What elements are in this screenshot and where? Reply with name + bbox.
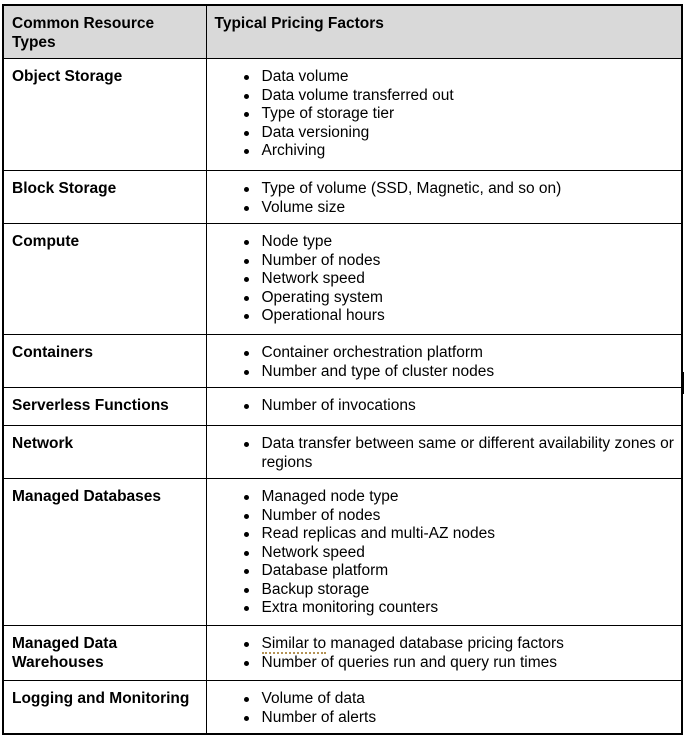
pricing-factor-item: Node type (243, 233, 678, 252)
table-row (3, 681, 682, 735)
pricing-factors-list (215, 435, 678, 472)
table-row (3, 224, 682, 335)
table-row (3, 171, 682, 224)
pricing-factor-item: Type of volume (SSD, Magnetic, and so on) (243, 180, 678, 199)
pricing-factor-item: Volume size (243, 199, 678, 218)
pricing-factors-list (215, 344, 678, 381)
resource-type-label: Compute (12, 233, 80, 250)
pricing-factor-item: Operational hours (243, 307, 678, 326)
pricing-factors-cell (206, 59, 682, 171)
resource-type-cell (3, 626, 206, 681)
resource-type-label: Logging and Monitoring (12, 690, 190, 707)
pricing-factor-item: Database platform (243, 562, 678, 581)
table-header (3, 5, 682, 59)
pricing-factor-item: Number and type of cluster nodes (243, 363, 678, 382)
table-row (3, 479, 682, 626)
pricing-factors-cell (206, 479, 682, 626)
pricing-factor-item: Data volume (243, 68, 678, 87)
table-row (3, 335, 682, 388)
resource-type-label: Serverless Functions (12, 397, 169, 414)
pricing-factor-item: Number of queries run and query run times (243, 654, 678, 673)
pricing-factors-table (2, 4, 683, 735)
pricing-factor-item: Number of invocations (243, 397, 678, 416)
resource-type-cell (3, 335, 206, 388)
pricing-factors-cell (206, 171, 682, 224)
pricing-factor-item (243, 635, 678, 654)
resource-type-cell (3, 224, 206, 335)
pricing-factors-list (215, 690, 678, 727)
spellcheck-underlined-text: Similar to (261, 635, 327, 652)
pricing-factor-item: Network speed (243, 544, 678, 563)
resource-type-label: Managed Databases (12, 488, 162, 505)
text-cursor-artifact (682, 372, 684, 394)
pricing-factors-cell (206, 426, 682, 479)
pricing-factor-item: Extra monitoring counters (243, 599, 678, 618)
pricing-factors-cell (206, 388, 682, 426)
pricing-factor-item: Data transfer between same or different availability zones or regions (243, 435, 678, 472)
pricing-factor-item: Volume of data (243, 690, 678, 709)
resource-type-cell (3, 681, 206, 735)
resource-type-label: Object Storage (12, 68, 123, 85)
header-typical-pricing-factors: Typical Pricing Factors (206, 5, 682, 59)
resource-type-cell (3, 479, 206, 626)
pricing-factor-item: Backup storage (243, 581, 678, 600)
pricing-factors-list (215, 488, 678, 618)
pricing-factors-cell (206, 335, 682, 388)
table-body (3, 59, 682, 735)
table-row (3, 59, 682, 171)
resource-type-cell (3, 171, 206, 224)
pricing-factor-item: Container orchestration platform (243, 344, 678, 363)
resource-type-cell (3, 426, 206, 479)
resource-type-label: Network (12, 435, 74, 452)
pricing-factors-list (215, 68, 678, 161)
pricing-factor-item: Data versioning (243, 124, 678, 143)
pricing-factor-item: Network speed (243, 270, 678, 289)
resource-type-cell (3, 59, 206, 171)
pricing-factor-item: Number of nodes (243, 507, 678, 526)
pricing-factors-cell (206, 626, 682, 681)
pricing-factors-list (215, 233, 678, 326)
pricing-factors-cell (206, 224, 682, 335)
resource-type-cell (3, 388, 206, 426)
pricing-factor-item: Archiving (243, 142, 678, 161)
table-row (3, 388, 682, 426)
resource-type-label: Block Storage (12, 180, 117, 197)
pricing-factors-list (215, 635, 678, 672)
pricing-factors-list (215, 397, 678, 416)
pricing-factor-text: managed database pricing factors (326, 635, 564, 652)
pricing-factor-item: Number of nodes (243, 252, 678, 271)
resource-type-label: Managed Data Warehouses (12, 635, 118, 671)
pricing-factor-item: Type of storage tier (243, 105, 678, 124)
pricing-factor-item: Data volume transferred out (243, 87, 678, 106)
pricing-factors-list (215, 180, 678, 217)
pricing-factor-item: Read replicas and multi-AZ nodes (243, 525, 678, 544)
table-row (3, 426, 682, 479)
resource-type-label: Containers (12, 344, 93, 361)
header-common-resource-types: Common Resource Types (3, 5, 206, 59)
pricing-factor-item: Number of alerts (243, 709, 678, 728)
pricing-factor-item: Managed node type (243, 488, 678, 507)
pricing-factors-cell (206, 681, 682, 735)
header-row (3, 5, 682, 59)
pricing-factor-item: Operating system (243, 289, 678, 308)
table-row (3, 626, 682, 681)
